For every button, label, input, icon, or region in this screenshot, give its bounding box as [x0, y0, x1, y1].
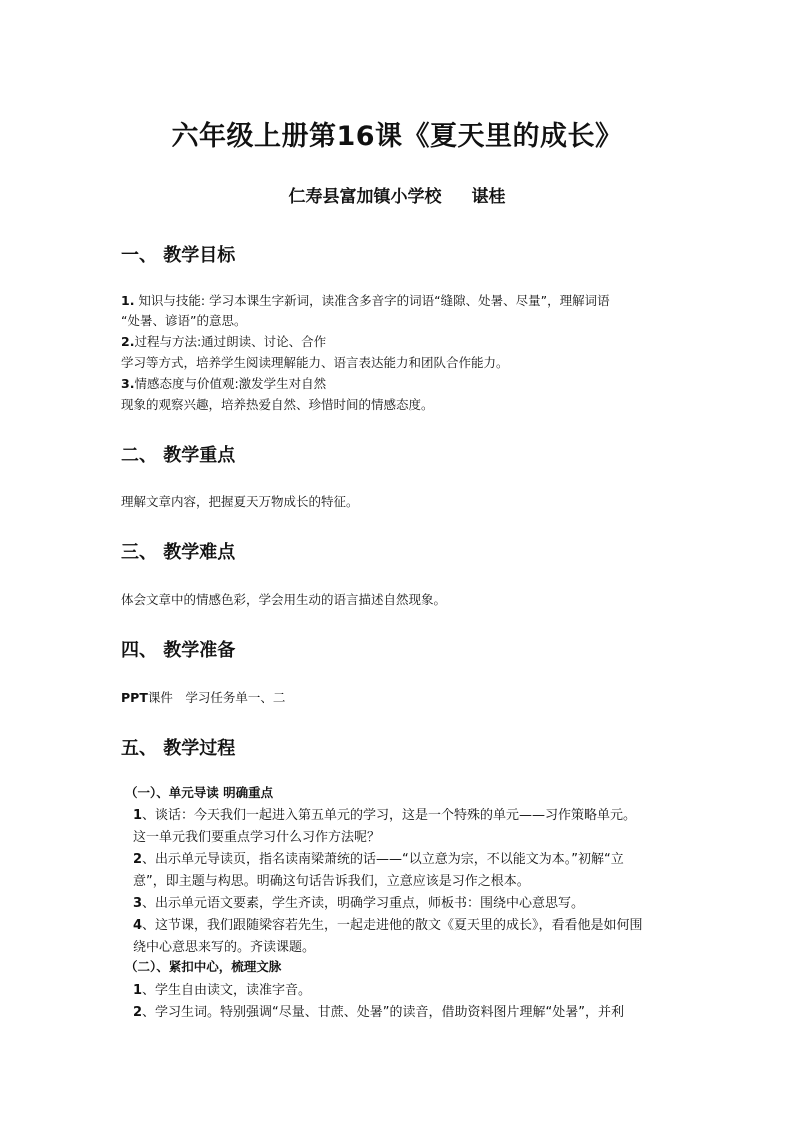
- document-title: 六年级上册第16课《夏天里的成长》: [171, 121, 623, 152]
- section-heading-prep: 四、 教学准备: [121, 640, 236, 661]
- process-part1-item-2: [133, 848, 624, 867]
- goals-line-5: [121, 374, 326, 394]
- section-heading-key: 二、 教学重点: [121, 445, 236, 466]
- process-part1-item-2-number: 2: [133, 852, 143, 867]
- goals-line-3-number: 2.: [121, 334, 135, 349]
- process-part2-title: （二）、紧扣中心，梳理文脉: [125, 959, 282, 974]
- goals-line-5-text: 情感态度与价值观:激发学生对自然: [134, 376, 327, 391]
- process-part1-item-1-number: 1: [133, 808, 143, 823]
- prep-text-body: 课件 学习任务单一、二: [147, 690, 286, 705]
- process-part2-item-1-number: 1: [133, 983, 143, 998]
- school-name: 仁寿县富加镇小学校: [288, 187, 442, 207]
- process-part2-item-2: [133, 1001, 624, 1020]
- goals-line-2: “处暑、谚语”的意思。: [121, 313, 247, 328]
- difficulty-text: 体会文章中的情感色彩，学会用生动的语言描述自然现象。: [121, 592, 447, 607]
- process-part1-item-3-text: 、出示单元语文要素，学生齐读，明确学习重点，师板书：围绕中心意思写。: [142, 896, 585, 911]
- process-part2-item-2-text: 、学习生词。特别强调“尽量、甘蔗、处暑”的读音，借助资料图片理解“处暑”，并利: [142, 1005, 624, 1020]
- section-heading-process: 五、 教学过程: [121, 738, 236, 759]
- key-text: 理解文章内容，把握夏天万物成长的特征。: [121, 494, 359, 509]
- process-part2-item-2-number: 2: [133, 1005, 143, 1020]
- prep-text: [121, 688, 285, 708]
- goals-line-3: [121, 332, 326, 352]
- process-part1-item-1: [133, 804, 636, 823]
- process-part1-item-2-cont: 意”，即主题与构思。明确这句话告诉我们，立意应该是习作之根本。: [133, 874, 530, 889]
- section-heading-difficulty: 三、 教学难点: [121, 542, 236, 563]
- process-part1-item-2-text: 、出示单元导读页，指名读南梁萧统的话——“以立意为宗，不以能文为本。”初解“立: [142, 852, 624, 867]
- goals-line-1: [121, 291, 610, 311]
- process-part2-item-1: [133, 979, 311, 998]
- process-part2-item-1-text: 、学生自由读文，读准字音。: [142, 983, 312, 998]
- goals-line-4: 学习等方式，培养学生阅读理解能力、语言表达能力和团队合作能力。: [121, 355, 509, 370]
- goals-line-1-text: 知识与技能: 学习本课生字新词，读准含多音字的词语“缝隙、处暑、尽量”，理解词语: [134, 293, 610, 308]
- process-part1-item-3: [133, 892, 584, 911]
- process-part1-item-3-number: 3: [133, 896, 143, 911]
- process-part1-title: （一）、单元导读 明确重点: [125, 785, 274, 800]
- goals-line-3-text: 过程与方法:通过朗读、讨论、合作: [134, 334, 327, 349]
- goals-line-5-number: 3.: [121, 376, 135, 391]
- teacher-name: 谌桂: [471, 187, 506, 207]
- goals-line-6: 现象的观察兴趣，培养热爱自然、珍惜时间的情感态度。: [121, 397, 434, 412]
- section-heading-goals: 一、 教学目标: [121, 245, 236, 266]
- goals-line-1-number: 1.: [121, 293, 135, 308]
- process-part1-item-4-number: 4: [133, 918, 143, 933]
- author-line: [0, 182, 794, 207]
- process-part1-item-1-text: 、谈话：今天我们一起进入第五单元的学习，这是一个特殊的单元——习作策略单元。: [142, 808, 637, 823]
- process-part1-item-1-cont: 这一单元我们要重点学习什么习作方法呢？: [133, 830, 381, 845]
- prep-ppt-label: PPT: [121, 690, 148, 705]
- process-part1-item-4-text: 、这节课，我们跟随梁容若先生，一起走进他的散文《夏天里的成长》，看看他是如何围: [142, 918, 643, 933]
- process-part1-item-4-cont: 绕中心意思来写的。齐读课题。: [133, 940, 316, 955]
- process-part1-item-4: [133, 914, 643, 933]
